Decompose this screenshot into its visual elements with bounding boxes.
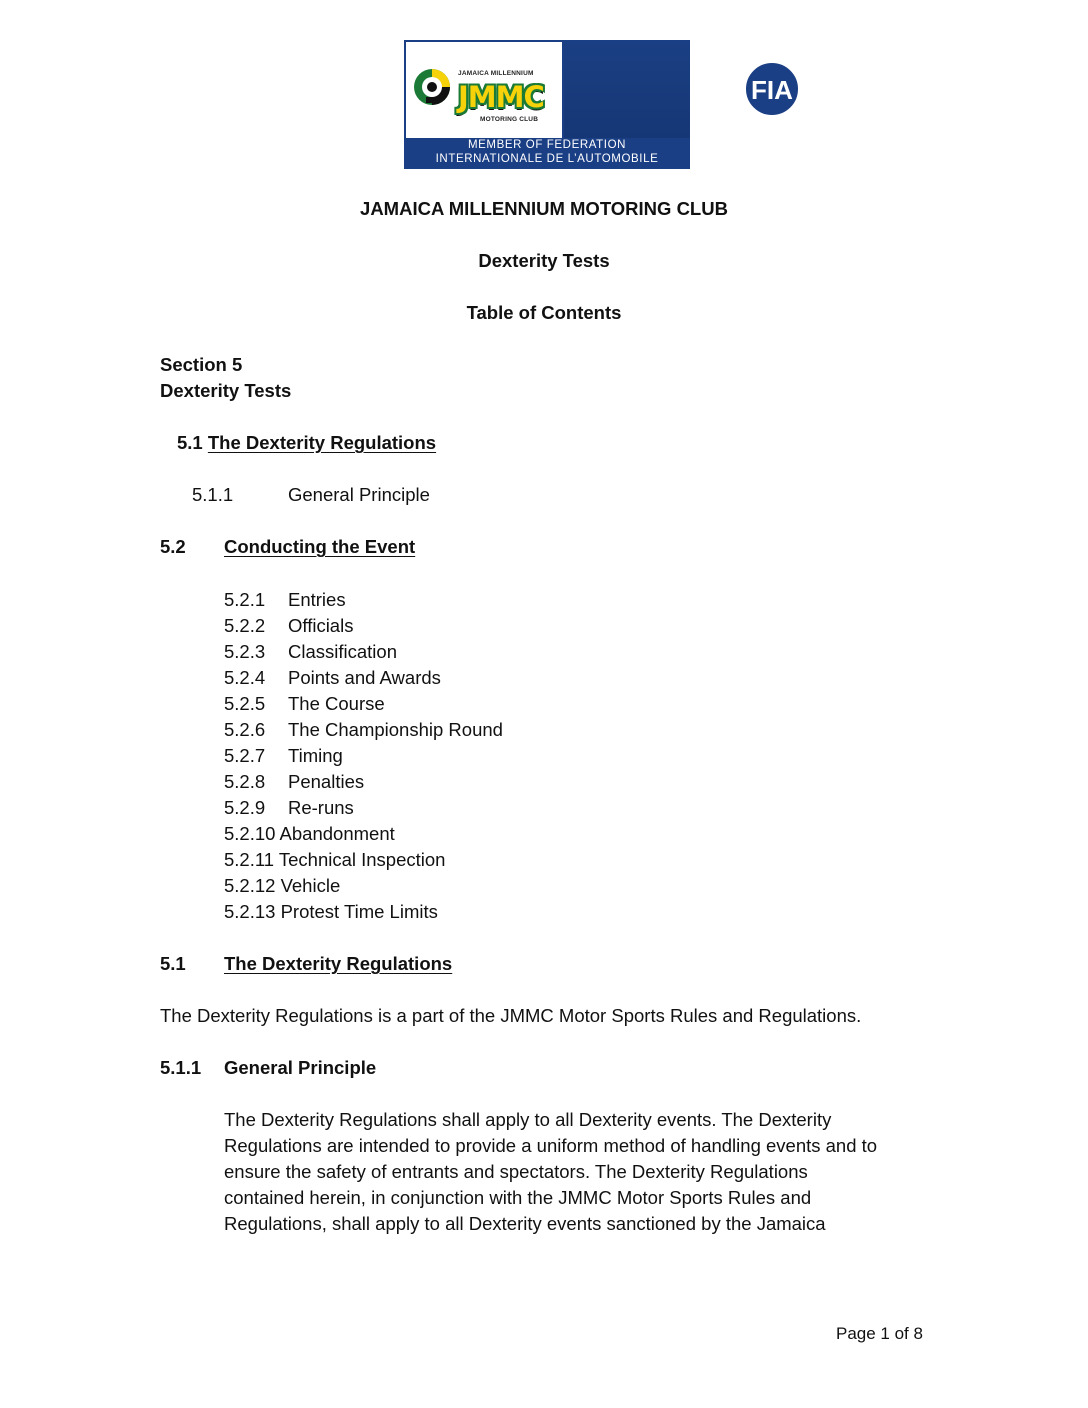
- toc-item[interactable]: [224, 717, 503, 743]
- toc-number: 5.2.4: [224, 667, 266, 688]
- toc-number: 5.2: [160, 536, 186, 557]
- toc-item[interactable]: [224, 795, 354, 821]
- jmmc-logo: [406, 42, 562, 138]
- paragraph-line: ensure the safety of entrants and spectators. The Dexterity Regulations: [224, 1161, 808, 1182]
- fia-emblem-icon: [734, 52, 810, 126]
- toc-number: 5.2.3: [224, 641, 266, 662]
- toc-item[interactable]: 5.2.10 Abandonment: [224, 823, 395, 844]
- toc-entry-5-1-1[interactable]: [192, 482, 430, 508]
- section-title: The Dexterity Regulations: [224, 953, 453, 974]
- toc-entry-5-2[interactable]: [160, 534, 416, 560]
- toc-number: 5.2.1: [224, 589, 266, 610]
- toc-item[interactable]: 5.2.12 Vehicle: [224, 875, 341, 896]
- page-number: Page 1 of 8: [836, 1324, 923, 1343]
- toc-item[interactable]: [224, 639, 397, 665]
- toc-link-text: The Championship Round: [288, 719, 503, 740]
- toc-link-text: Re-runs: [288, 797, 354, 818]
- toc-item[interactable]: [224, 691, 385, 717]
- toc-item[interactable]: 5.2.11 Technical Inspection: [224, 849, 446, 870]
- toc-item[interactable]: [224, 587, 346, 613]
- org-title: JAMAICA MILLENNIUM MOTORING CLUB: [360, 198, 728, 219]
- section-number: 5.1: [160, 953, 186, 974]
- toc-item[interactable]: [224, 613, 354, 639]
- toc-number: 5.2.9: [224, 797, 266, 818]
- jmmc-bottom-text: MOTORING CLUB: [480, 116, 539, 123]
- jmmc-roundel-icon: [412, 67, 452, 107]
- paragraph-line: contained herein, in conjunction with the JMMC Motor Sports Rules and: [224, 1187, 812, 1208]
- section-heading-5-1: [160, 951, 453, 977]
- toc-item[interactable]: [224, 769, 365, 795]
- section-title: General Principle: [224, 1057, 377, 1078]
- section-name: Dexterity Tests: [160, 380, 292, 401]
- toc-link-text: Points and Awards: [288, 667, 441, 688]
- paragraph-line: The Dexterity Regulations shall apply to all Dexterity events. The Dexterity: [224, 1109, 832, 1130]
- section-heading-5-1-1: [160, 1055, 377, 1081]
- paragraph-line: Regulations are intended to provide a uniform method of handling events and to: [224, 1135, 878, 1156]
- toc-link-text: Timing: [288, 745, 343, 766]
- jmmc-acronym: JMMC: [458, 80, 544, 114]
- toc-link-text: The Course: [288, 693, 385, 714]
- paragraph-line: Regulations, shall apply to all Dexterity events sanctioned by the Jamaica: [224, 1213, 826, 1234]
- member-line-2: INTERNATIONALE DE L’AUTOMOBILE: [435, 153, 659, 165]
- toc-link-text: General Principle: [288, 484, 430, 505]
- toc-number: 5.1.1: [192, 484, 234, 505]
- toc-title: Table of Contents: [466, 302, 622, 323]
- toc-link-text: Officials: [288, 615, 354, 636]
- toc-item[interactable]: [224, 665, 441, 691]
- member-line-1: MEMBER OF FEDERATION: [467, 139, 627, 151]
- fia-panel: [564, 40, 793, 138]
- toc-number: 5.2.6: [224, 719, 266, 740]
- toc-link-text: Conducting the Event: [224, 536, 416, 557]
- jmmc-top-text: JAMAICA MILLENNIUM: [458, 70, 534, 77]
- toc-link-text: Penalties: [288, 771, 365, 792]
- toc-number: 5.1: [177, 432, 203, 453]
- member-text: [404, 138, 690, 166]
- toc-link-text: The Dexterity Regulations: [207, 432, 437, 453]
- toc-number: 5.2.8: [224, 771, 266, 792]
- section-label: Section 5: [160, 354, 243, 375]
- toc-number: 5.2.7: [224, 745, 266, 766]
- paragraph-5-1: The Dexterity Regulations is a part of the JMMC Motor Sports Rules and Regulations.: [160, 1005, 862, 1026]
- document-title: Dexterity Tests: [478, 250, 610, 271]
- toc-number: 5.2.5: [224, 693, 266, 714]
- toc-number: 5.2.2: [224, 615, 266, 636]
- fia-text: FIA: [751, 75, 793, 105]
- section-number: 5.1.1: [160, 1057, 202, 1078]
- toc-item[interactable]: 5.2.13 Protest Time Limits: [224, 901, 438, 922]
- toc-link-text: Classification: [288, 641, 397, 662]
- toc-item[interactable]: [224, 743, 343, 769]
- toc-link-text: Entries: [288, 589, 346, 610]
- club-fia-banner: [404, 40, 793, 169]
- toc-entry-5-1[interactable]: [177, 430, 436, 456]
